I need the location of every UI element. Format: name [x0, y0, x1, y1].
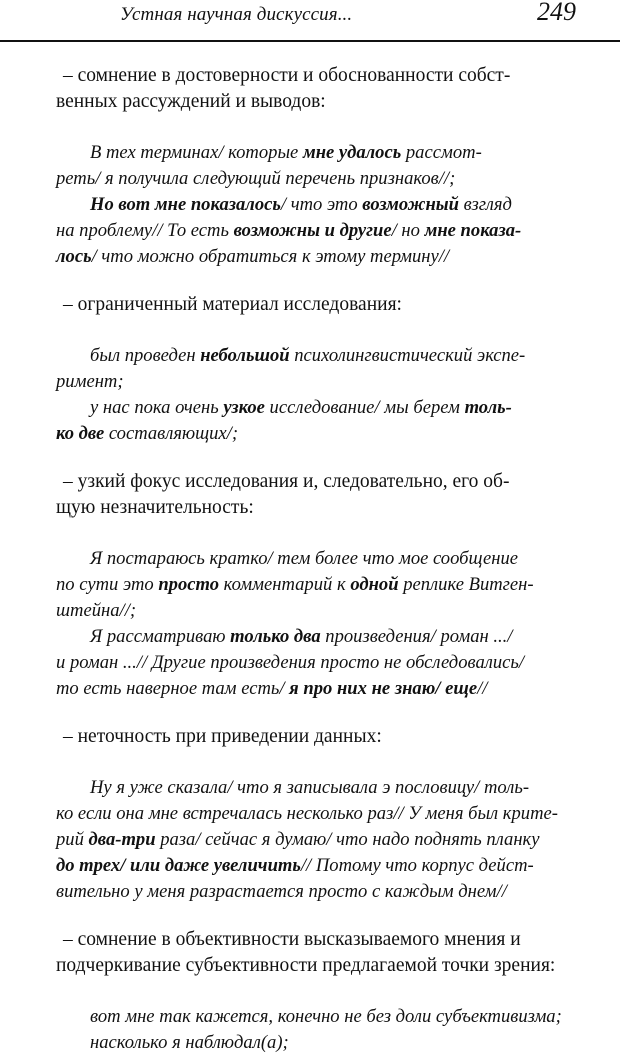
text-line: у нас пока очень узкое исследование/ мы берем толь-: [90, 397, 512, 418]
text-line: штейна//;: [56, 600, 137, 621]
text-line: В тех терминах/ которые мне удалось рассмот-: [90, 142, 482, 163]
text-line: римент;: [56, 371, 124, 392]
text-line: был проведен небольшой психолингвистический экспе-: [90, 345, 526, 366]
page-body: [56, 63, 561, 1056]
text-line: подчеркивание субъективности предлагаемой точки зрения:: [56, 955, 556, 976]
text-line: – узкий фокус исследования и, следовательно, его об-: [63, 471, 510, 492]
text-line: Я постараюсь кратко/ тем более что мое сообщение: [90, 548, 519, 569]
text-line: реть/ я получила следующий перечень признаков//;: [56, 168, 456, 189]
text-line: вительно у меня разрастается просто с каждым днем//: [56, 881, 507, 902]
text-line: ко если она мне встречалась несколько раз// У меня был крите-: [56, 803, 558, 824]
list-item-data-inaccuracy: [56, 724, 561, 750]
text-line: то есть наверное там есть/ я про них не знаю/ еще//: [56, 678, 488, 699]
text-line: по сути это просто комментарий к одной реплике Витген-: [56, 574, 534, 595]
text-line: Но вот мне показалось/ что это возможный взгляд: [90, 194, 512, 215]
text-line: на проблему// То есть возможны и другие/ но мне показа-: [56, 220, 522, 241]
text-line: – ограниченный материал исследования:: [63, 294, 402, 315]
text-line: венных рассуждений и выводов:: [56, 91, 326, 112]
text-line: до трех/ или даже увеличить// Потому что корпус дейст-: [56, 855, 534, 876]
example-quote-1: [56, 140, 561, 270]
text-line: лось/ что можно обратиться к этому термину//: [56, 246, 450, 267]
text-line: и роман ...// Другие произведения просто не обследовались/: [56, 652, 525, 673]
text-line: Я рассматриваю только два произведения/ роман .../: [90, 626, 513, 647]
running-title: Устная научная дискуссия...: [120, 4, 353, 25]
example-quote-3: [56, 546, 561, 702]
text-line: насколько я наблюдал(а);: [90, 1032, 289, 1053]
text-line: вот мне так кажется, конечно не без доли субъективизма;: [90, 1006, 562, 1027]
list-item-limited-material: [56, 292, 561, 318]
list-item-doubt-reasoning: [56, 63, 561, 115]
list-item-narrow-focus: [56, 469, 561, 521]
example-quote-2: [56, 343, 561, 447]
text-line: – неточность при приведении данных:: [63, 726, 382, 747]
running-header: [0, 0, 620, 42]
text-line: Ну я уже сказала/ что я записывала э пословицу/ толь-: [90, 777, 530, 798]
text-line: – сомнение в достоверности и обоснованности собст-: [63, 65, 511, 86]
example-quote-4: [56, 775, 561, 905]
text-line: рий два-три раза/ сейчас я думаю/ что надо поднять планку: [56, 829, 540, 850]
text-line: щую незначительность:: [56, 497, 254, 518]
page-number: 249: [537, 0, 576, 26]
text-line: – сомнение в объективности высказываемого мнения и: [63, 929, 521, 950]
text-line: ко две составляющих/;: [56, 423, 239, 444]
example-quote-5: [56, 1004, 561, 1056]
list-item-subjectivity: [56, 927, 561, 979]
